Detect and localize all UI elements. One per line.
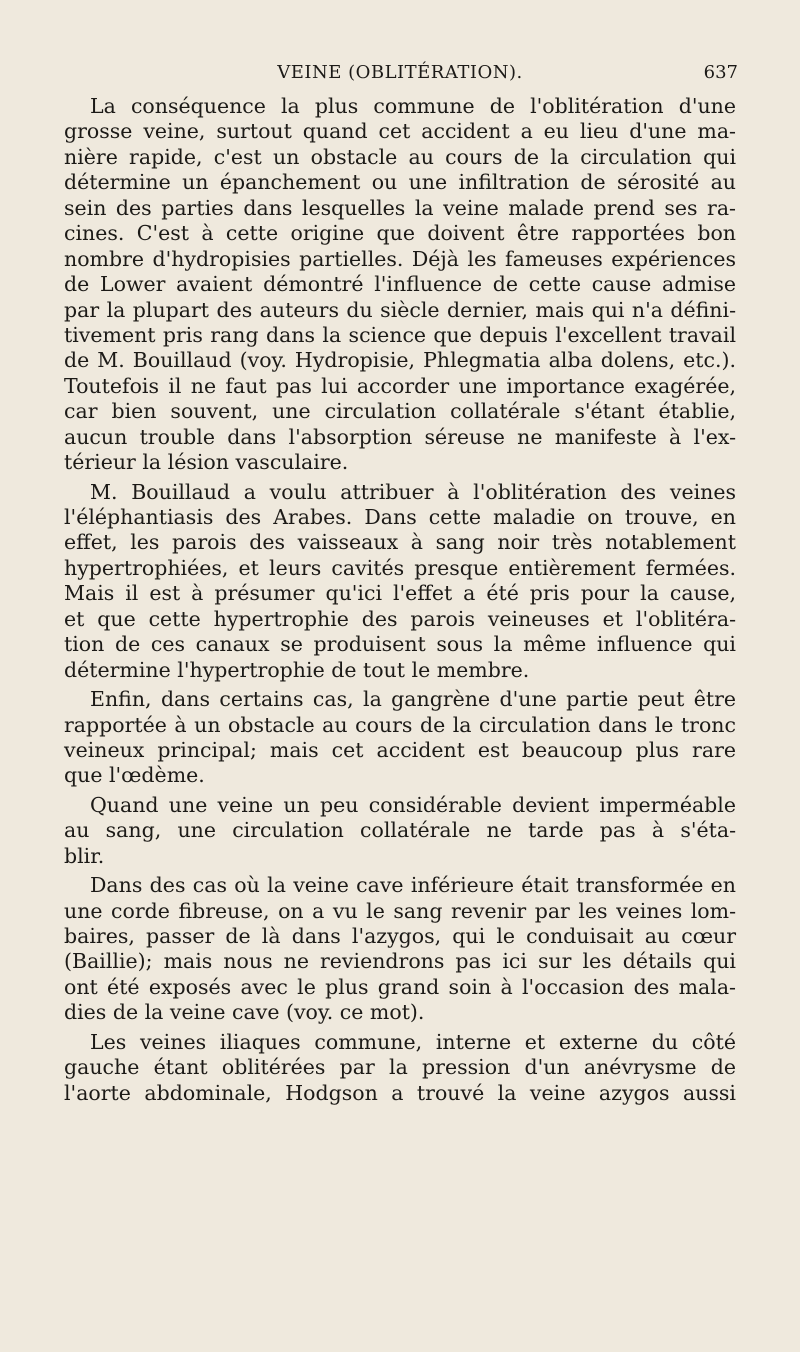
text-line: cines. C'est à cette origine que doivent être rapportées bon bbox=[64, 221, 736, 246]
page-header bbox=[62, 62, 738, 88]
text-line: une corde fibreuse, on a vu le sang revenir par les veines lom- bbox=[64, 898, 736, 923]
text-line: car bien souvent, une circulation collatérale s'étant établie, bbox=[64, 399, 736, 424]
text-line: M. Bouillaud a voulu attribuer à l'oblitération des veines bbox=[90, 479, 736, 504]
body-text bbox=[64, 94, 736, 1110]
paragraph bbox=[64, 480, 736, 684]
paragraph bbox=[64, 94, 736, 476]
text-line: sein des parties dans lesquelles la veine malade prend ses ra- bbox=[64, 195, 736, 220]
paragraph bbox=[64, 1030, 736, 1106]
text-line: Mais il est à présumer qu'ici l'effet a été pris pour la cause, bbox=[64, 581, 736, 606]
text-line: tion de ces canaux se produisent sous la même influence qui bbox=[64, 632, 736, 657]
text-line: Toutefois il ne faut pas lui accorder une importance exagérée, bbox=[64, 373, 736, 398]
paragraph bbox=[64, 873, 736, 1026]
text-line: au sang, une circulation collatérale ne tarde pas à s'éta- bbox=[64, 818, 736, 843]
text-line: Dans des cas où la veine cave inférieure était transformée en bbox=[90, 873, 736, 898]
text-line: nombre d'hydropisies partielles. Déjà les fameuses expériences bbox=[64, 246, 736, 271]
text-line: l'éléphantiasis des Arabes. Dans cette maladie on trouve, en bbox=[64, 505, 736, 529]
text-line: gauche étant oblitérées par la pression d'un anévrysme de bbox=[64, 1055, 736, 1080]
text-line: l'aorte abdominale, Hodgson a trouvé la veine azygos aussi bbox=[64, 1080, 736, 1105]
text-line: grosse veine, surtout quand cet accident a eu lieu d'une ma- bbox=[64, 119, 736, 144]
text-line: veineux principal; mais cet accident est beaucoup plus rare bbox=[64, 737, 736, 762]
text-line: La conséquence la plus commune de l'oblitération d'une bbox=[90, 94, 736, 118]
text-line: térieur la lésion vasculaire. bbox=[64, 450, 349, 475]
text-line: détermine un épanchement ou une infiltration de sérosité au bbox=[64, 170, 736, 195]
text-line: effet, les parois des vaisseaux à sang noir très notablement bbox=[64, 530, 736, 555]
text-line: de M. Bouillaud (voy. Hydropisie, Phlegmatia alba dolens, etc.). bbox=[64, 348, 736, 373]
text-line: blir. bbox=[64, 843, 105, 868]
text-line: rapportée à un obstacle au cours de la circulation dans le tronc bbox=[64, 712, 736, 737]
text-line: Quand une veine un peu considérable devient imperméable bbox=[90, 792, 736, 817]
running-title: VEINE (OBLITÉRATION). bbox=[277, 62, 523, 83]
page-number: 637 bbox=[703, 62, 738, 83]
text-line: baires, passer de là dans l'azygos, qui le conduisait au cœur bbox=[64, 924, 736, 948]
text-line: par la plupart des auteurs du siècle dernier, mais qui n'a défini- bbox=[64, 297, 736, 322]
text-line: et que cette hypertrophie des parois veineuses et l'oblitéra- bbox=[64, 606, 736, 631]
text-line: de Lower avaient démontré l'influence de cette cause admise bbox=[64, 272, 736, 297]
paragraph bbox=[64, 793, 736, 869]
text-line: aucun trouble dans l'absorption séreuse ne manifeste à l'ex- bbox=[64, 424, 736, 449]
text-line: nière rapide, c'est un obstacle au cours de la circulation qui bbox=[64, 144, 736, 169]
text-line: ont été exposés avec le plus grand soin à l'occasion des mala- bbox=[64, 974, 736, 999]
text-line: Les veines iliaques commune, interne et externe du côté bbox=[90, 1029, 736, 1054]
text-line: dies de la veine cave (voy. ce mot). bbox=[64, 1000, 425, 1025]
text-line: tivement pris rang dans la science que depuis l'excellent travail bbox=[64, 322, 736, 347]
text-line: (Baillie); mais nous ne reviendrons pas ici sur les détails qui bbox=[64, 949, 736, 974]
text-line: Enfin, dans certains cas, la gangrène d'une partie peut être bbox=[90, 687, 736, 712]
paragraph bbox=[64, 687, 736, 789]
text-line: que l'œdème. bbox=[64, 763, 205, 788]
text-line: hypertrophiées, et leurs cavités presque entièrement fermées. bbox=[64, 555, 736, 580]
text-line: détermine l'hypertrophie de tout le membre. bbox=[64, 657, 530, 682]
